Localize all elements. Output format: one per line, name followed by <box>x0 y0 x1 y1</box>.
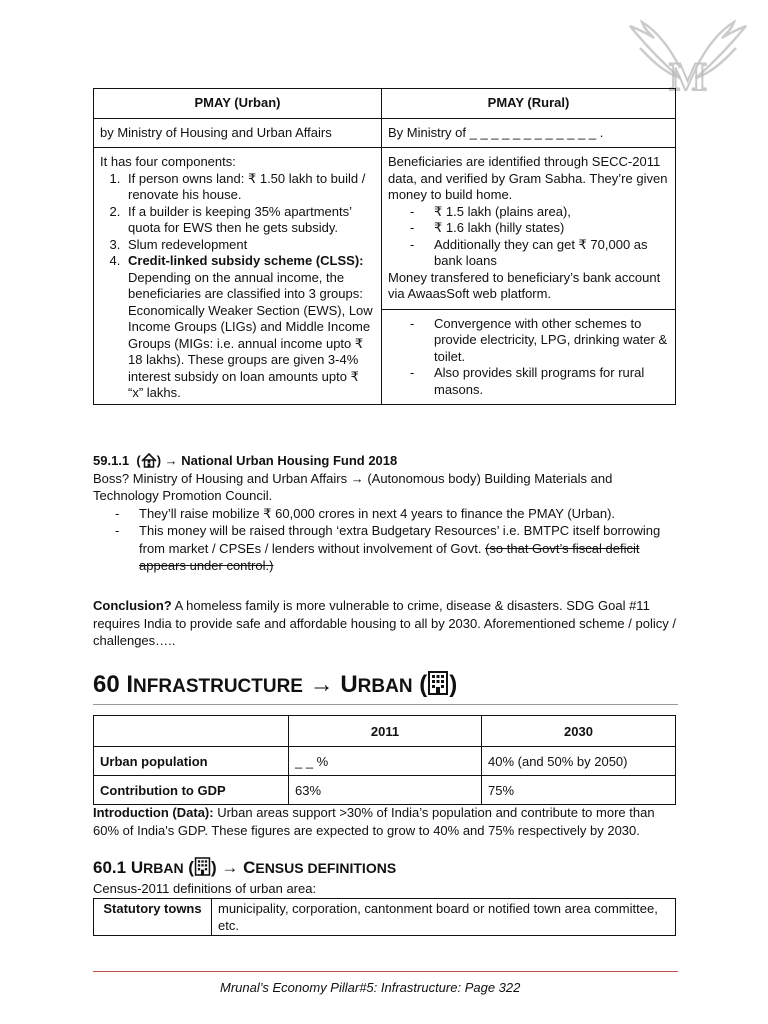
list-item: - Also provides skill programs for rural masons. <box>410 365 669 398</box>
list-item <box>115 522 678 575</box>
empty-header <box>94 716 289 747</box>
rural-amount-list <box>388 204 669 270</box>
list-item: - Convergence with other schemes to provide electricity, LPG, drinking water & toilet. <box>410 316 669 366</box>
rural-ministry: By Ministry of _ _ _ _ _ _ _ _ _ _ _ _ . <box>382 118 676 148</box>
pmay-urban-header: PMAY (Urban) <box>94 89 382 119</box>
pmay-table <box>93 88 676 405</box>
winged-m-logo <box>618 18 758 98</box>
svg-text:M: M <box>669 54 707 98</box>
building-icon <box>427 671 449 695</box>
section-number: 59.1.1 <box>93 453 130 468</box>
conclusion-text: A homeless family is more vulnerable to crime, disease & disasters. SDG Goal #11 requires India to provide safe and affordable housing to all by 2030. Aforementioned scheme / policy / challenges….. <box>93 598 676 648</box>
section-heading: 59.1.1 ( ) → National Urban Housing Fund 2018 <box>93 453 398 468</box>
urban-intro: It has four components: <box>100 154 236 169</box>
introduction-paragraph <box>93 804 678 839</box>
footer-rule <box>93 971 678 972</box>
list-item: 1. If person owns land: ₹ 1.50 lakh to build / renovate his house. <box>124 171 375 204</box>
conclusion-paragraph <box>93 597 678 650</box>
table-row <box>94 747 676 776</box>
heading-word-rest: ENSUS DEFINITIONS <box>255 860 397 876</box>
heading-60-1: 60.1 URBAN ( ) → CENSUS DEFINITIONS <box>93 858 397 877</box>
heading-number: 60 <box>93 671 120 698</box>
row-label: Urban population <box>94 747 289 776</box>
clss-text: Depending on the annual income, the beneficiaries are classified into 3 groups: Economically Weaker Section (EWS), Low Income Groups (LIGs) and Middle Income Groups (MIGs: i.e. annual income upto ₹ 18 lakhs). These groups are given 3-4% interest subsidy on loan amounts upto ₹ “x” lakhs. <box>128 269 373 400</box>
rural-upper <box>382 154 675 310</box>
heading-word-rest: NFRASTRUCTURE <box>133 676 303 697</box>
row-label: Statutory towns <box>94 899 212 936</box>
heading-word-cap: U <box>340 671 358 698</box>
cell: municipality, corporation, cantonment board or notified town area committee, etc. <box>212 899 676 936</box>
cell: 75% <box>482 776 676 805</box>
list-item: 2. If a builder is keeping 35% apartments’ quota for EWS then he gets subsidy. <box>124 204 375 237</box>
struck-text: (so that Govt’s fiscal deficit appears under control.) <box>139 540 640 573</box>
bullet-text: This money will be raised through ‘extra Budgetary Resources’ i.e. BMTPC itself borrowing from market / CPSEs / lenders without involvement of Govt. <box>139 523 661 556</box>
page-footer: Mrunal’s Economy Pillar#5: Infrastructure: Page 322 <box>220 980 521 995</box>
table-row <box>94 776 676 805</box>
arrow: → <box>221 858 239 877</box>
rural-details-cell <box>382 148 676 405</box>
conclusion-label: Conclusion? <box>93 598 172 613</box>
cell: _ _ % <box>289 747 482 776</box>
boss-line: Boss? Ministry of Housing and Urban Affairs → (Autonomous body) Building Materials and Technology Promotion Council. <box>93 470 613 503</box>
list-item: - ₹ 1.5 lakh (plains area), <box>410 204 669 221</box>
heading-word-cap: U <box>130 858 144 877</box>
section-59-1-1 <box>93 452 678 575</box>
cell: 40% (and 50% by 2050) <box>482 747 676 776</box>
building-icon <box>194 857 211 876</box>
urban-data-table <box>93 715 676 805</box>
heading-number: 60.1 <box>93 858 127 877</box>
table-row <box>94 899 676 936</box>
heading-word-rest: RBAN <box>143 860 184 876</box>
urban-components-cell <box>94 148 382 405</box>
rural-extra-list <box>388 316 669 399</box>
urban-ministry: by Ministry of Housing and Urban Affairs <box>94 118 382 148</box>
intro-text: Urban areas support >30% of India’s population and contribute to more than 60% of India's GDP. These figures are expected to grow to 40% and 75% respectively by 2030. <box>93 805 655 838</box>
heading-word-rest: RBAN <box>357 676 413 697</box>
heading-rule <box>93 704 678 705</box>
urban-component-list <box>100 171 375 402</box>
intro-label: Introduction (Data): <box>93 805 214 820</box>
list-item: - They’ll raise mobilize ₹ 60,000 crores in next 4 years to finance the PMAY (Urban). <box>115 505 678 523</box>
census-table <box>93 898 676 936</box>
clss-label: Credit-linked subsidy scheme (CLSS): <box>128 253 364 268</box>
col-header: 2011 <box>289 716 482 747</box>
heading-word-cap: I <box>126 671 134 698</box>
heading-60: 60 INFRASTRUCTURE → URBAN ( ) <box>93 671 458 698</box>
cell: 63% <box>289 776 482 805</box>
pmay-rural-header: PMAY (Rural) <box>382 89 676 119</box>
row-label: Contribution to GDP <box>94 776 289 805</box>
census-line: Census-2011 definitions of urban area: <box>93 881 317 896</box>
list-item: 3. Slum redevelopment <box>124 237 375 254</box>
list-item <box>124 253 375 402</box>
heading-word-cap: C <box>243 858 256 877</box>
arrow: → <box>309 671 334 698</box>
rural-transfer: Money transfered to beneficiary’s bank account via AwaasSoft web platform. <box>388 269 661 301</box>
fund-bullets <box>93 505 678 575</box>
rural-intro: Beneficiaries are identified through SECC-2011 data, and verified by Gram Sabha. They’re given money to build home. <box>388 154 668 202</box>
col-header: 2030 <box>482 716 676 747</box>
section-title: → National Urban Housing Fund 2018 <box>164 453 398 468</box>
list-item: - Additionally they can get ₹ 70,000 as bank loans <box>410 237 669 270</box>
house-icon <box>141 453 157 468</box>
list-item: - ₹ 1.6 lakh (hilly states) <box>410 220 669 237</box>
